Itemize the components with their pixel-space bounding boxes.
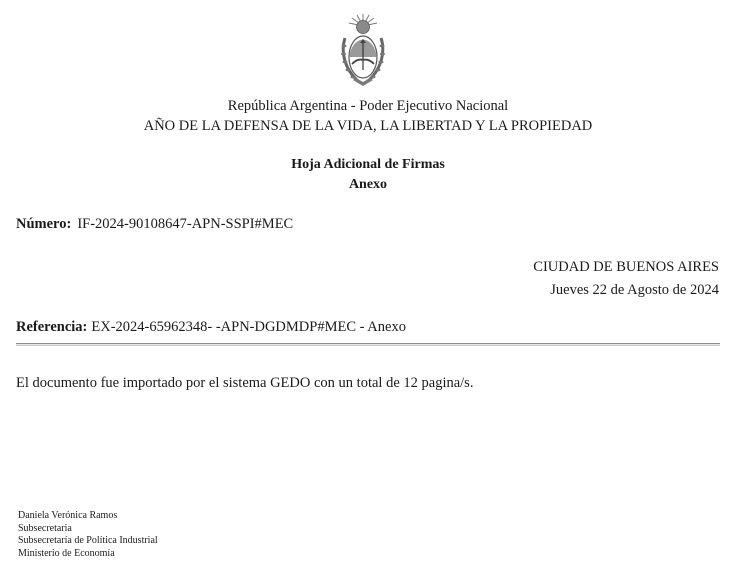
argentina-coat-of-arms-icon xyxy=(337,12,389,88)
document-title: Hoja Adicional de Firmas xyxy=(291,157,445,172)
header-government-line: República Argentina - Poder Ejecutivo Nacional xyxy=(227,98,509,114)
header-year-motto: AÑO DE LA DEFENSA DE LA VIDA, LA LIBERTAD Y LA PROPIEDAD xyxy=(143,118,593,134)
signer-ministry: Ministerio de Economía xyxy=(18,547,115,559)
document-number-label: Número: xyxy=(16,216,72,232)
reference-label: Referencia: xyxy=(16,319,88,335)
place-line: CIUDAD DE BUENOS AIRES xyxy=(533,259,719,275)
signer-name: Daniela Verónica Ramos xyxy=(18,510,118,521)
date-line: Jueves 22 de Agosto de 2024 xyxy=(550,282,719,298)
reference-value: EX-2024-65962348- -APN-DGDMDP#MEC - Anexo xyxy=(91,319,406,335)
reference xyxy=(16,318,406,336)
document-subtitle: Anexo xyxy=(348,177,388,192)
body-paragraph: El documento fue importado por el sistema GEDO con un total de 12 pagina/s. xyxy=(16,375,474,391)
section-divider xyxy=(16,343,720,346)
signer-role: Subsecretaria xyxy=(18,522,72,534)
document-number-value: IF-2024-90108647-APN-SSPI#MEC xyxy=(77,216,294,232)
signature-block xyxy=(18,510,158,560)
signer-office: Subsecretaría de Política Industrial xyxy=(18,535,158,547)
document-number xyxy=(16,215,293,233)
